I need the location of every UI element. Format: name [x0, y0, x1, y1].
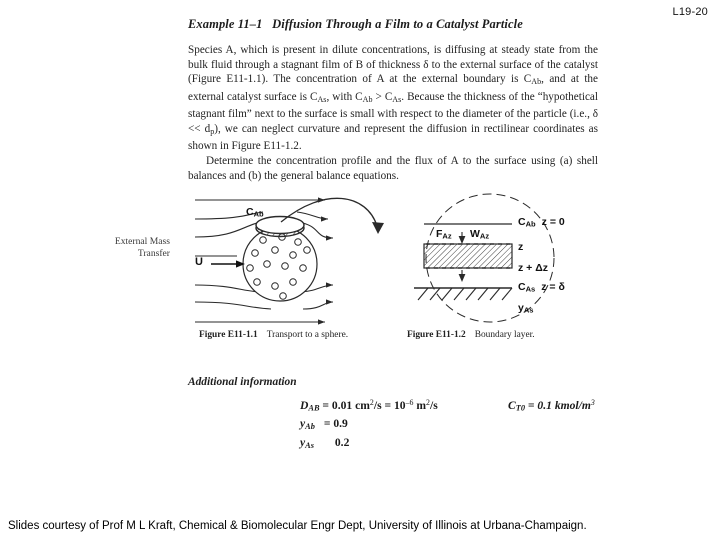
slide-number: L19-20 — [672, 6, 708, 18]
p1-sub-5: p — [210, 126, 215, 136]
boundary-layer-svg — [390, 192, 605, 332]
bulk-conc-subscript: Ab — [253, 209, 264, 219]
figure-transport-to-sphere — [185, 192, 390, 332]
diffusivity-value-d: /s — [429, 398, 438, 412]
flux-F-label — [436, 228, 452, 241]
diffusivity-value-c: m — [413, 398, 427, 412]
diffusivity-exp-a: 2 — [369, 398, 374, 407]
y-as-value: 0.2 — [334, 436, 350, 449]
p1-sub-1: Ab — [531, 76, 542, 86]
p1-part-a: Species A, which is present in dilute concentrations, is diffusing at steady state from the bulk fluid through a stagnant film of B of thickness δ to the external surface of the catalyst (Figure E11-1.1). The concentration of A at the external boundary is C — [188, 44, 598, 86]
surface-frac-subscript: As — [523, 305, 534, 315]
flux-W-subscript: Az — [479, 231, 490, 241]
position-z-label: z — [518, 241, 524, 253]
diffusivity-exp-b: –6 — [405, 398, 414, 407]
total-concentration-entry — [508, 398, 595, 413]
figure-left-caption-number: Figure E11-1.1 — [199, 330, 258, 340]
flux-F-subscript: Az — [442, 231, 452, 241]
figure-boundary-layer — [390, 192, 605, 332]
y-as-subscript: As — [305, 440, 314, 450]
film-cap-top — [256, 217, 304, 234]
diffusivity-symbol: D — [300, 398, 309, 412]
example-number: Example 11–1 — [188, 17, 263, 31]
bulk-conc-symbol: C — [246, 206, 254, 218]
diffusivity-exp-c: 2 — [426, 398, 430, 407]
example-title-text: Diffusion Through a Film to a Catalyst Particle — [272, 17, 523, 31]
example-title — [188, 17, 523, 32]
footer-credit: Slides courtesy of Prof M L Kraft, Chemical & Biomolecular Engr Dept, University of Illinois at Urbana-Champaign. — [8, 520, 587, 532]
catalyst-surface-hatch — [418, 288, 512, 300]
streamline-5b — [195, 302, 271, 309]
flux-arrowhead-bottom — [459, 274, 466, 282]
streamline-3b — [303, 223, 333, 238]
problem-paragraph-1 — [188, 43, 598, 153]
diffusivity-value-a: = 0.01 cm — [322, 398, 370, 412]
total-conc-symbol: C — [508, 398, 516, 412]
sphere-diagram-svg — [185, 192, 390, 332]
figure-right-caption — [407, 330, 535, 340]
y-ab-subscript: Ab — [305, 421, 315, 431]
y-ab-symbol: y — [300, 417, 306, 430]
figure-left-caption — [199, 330, 348, 340]
margin-label-line2: Transfer — [137, 247, 170, 259]
callout-arrowhead — [372, 222, 384, 234]
equation-row-diffusivity — [300, 398, 595, 417]
p1-part-f: ), we can neglect curvature and represent the diffusion in rectilinear coordinates as shown in Figure E11-1.2. — [188, 122, 598, 152]
equation-row-y-ab — [300, 417, 438, 436]
p1-part-b: , and at the external catalyst surface is C — [188, 73, 598, 103]
p1-sub-4: As — [392, 94, 402, 104]
diffusivity-value-b: /s = 10 — [373, 398, 406, 412]
figures-row — [185, 192, 605, 347]
total-conc-exp: 3 — [590, 398, 595, 407]
top-position-label: z = 0 — [541, 216, 565, 228]
equation-row-y-as — [300, 436, 438, 455]
p1-part-d: > C — [372, 90, 393, 103]
streamline-3a — [195, 223, 257, 237]
velocity-label: U — [195, 256, 203, 268]
y-ab-value: = 0.9 — [323, 417, 348, 430]
bulk-concentration-label — [246, 206, 264, 219]
top-conc-symbol: C — [518, 216, 526, 228]
p1-sub-2: As — [317, 94, 327, 104]
bottom-conc-subscript: As — [525, 284, 536, 294]
flux-W-label — [470, 228, 489, 241]
additional-information-equations — [300, 398, 595, 455]
surface-mole-fraction-label — [518, 302, 534, 315]
catalyst-sphere — [243, 227, 317, 301]
bottom-conc-symbol: C — [518, 281, 526, 293]
top-conc-subscript: Ab — [525, 219, 536, 229]
figure-left-caption-text: Transport to a sphere. — [266, 330, 349, 340]
total-conc-subscript: T0 — [515, 403, 526, 413]
flux-F-symbol: F — [436, 228, 443, 240]
total-conc-value: = 0.1 kmol/m — [527, 398, 591, 412]
flux-W-symbol: W — [470, 228, 480, 240]
p1-sub-3: Ab — [362, 94, 373, 104]
surface-concentration-label — [518, 281, 565, 294]
margin-label-line1: External Mass — [114, 236, 170, 247]
top-concentration-label — [518, 216, 565, 229]
bottom-position-label: z = δ — [541, 281, 565, 293]
figure-right-caption-text: Boundary layer. — [474, 330, 535, 340]
problem-paragraph-2: Determine the concentration profile and the flux of A to the surface using (a) shell balances and (b) the general balance equations. — [188, 155, 598, 183]
diffusivity-subscript: AB — [308, 403, 320, 413]
p1-part-e: . Because the thickness of the “hypothetical stagnant film” next to the surface is small with respect to the diameter of the particle (i.e., δ << d — [188, 90, 598, 135]
additional-information-heading: Additional information — [188, 376, 297, 388]
y-as-symbol: y — [300, 436, 306, 449]
shell-element — [424, 244, 512, 268]
problem-statement — [188, 43, 598, 184]
figure-right-caption-number: Figure E11-1.2 — [407, 330, 466, 340]
flux-arrowhead-top — [459, 236, 466, 244]
surface-frac-symbol: y — [518, 302, 524, 314]
position-z-plus-dz-label: z + Δz — [518, 262, 549, 274]
textbook-excerpt — [150, 10, 610, 480]
p1-part-c: , with C — [326, 90, 363, 103]
